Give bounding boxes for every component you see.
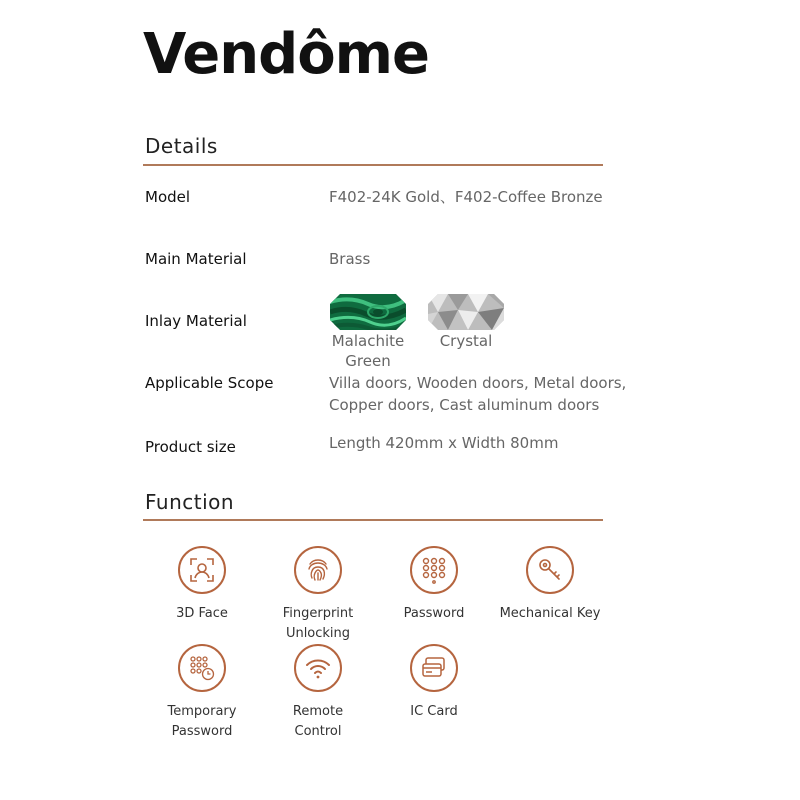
fingerprint-icon [294, 546, 342, 594]
function-remote-control-label [258, 702, 378, 742]
malachite-swatch [330, 294, 406, 330]
function-fingerprint-line2: Unlocking [285, 626, 351, 641]
value-applicable-scope [329, 372, 626, 416]
inlay-malachite-line1: Malachite [331, 332, 405, 350]
label-main-material: Main Material [145, 250, 247, 268]
function-fingerprint-label [258, 604, 378, 644]
function-divider [143, 519, 603, 521]
function-fingerprint-line1: Fingerprint [282, 606, 354, 621]
ic-card-icon [410, 644, 458, 692]
function-fingerprint [258, 546, 378, 644]
value-applicable-scope-line1: Villa doors, Wooden doors, Metal doors, [329, 374, 627, 392]
function-password [374, 546, 494, 624]
value-applicable-scope-line2: Copper doors, Cast aluminum doors [329, 396, 600, 414]
details-heading: Details [145, 134, 218, 158]
function-remote-control [258, 644, 378, 742]
label-inlay-material: Inlay Material [145, 312, 247, 330]
inlay-malachite-line2: Green [345, 352, 391, 370]
function-temporary-password-label [142, 702, 262, 742]
wifi-icon [294, 644, 342, 692]
value-product-size: Length 420mm x Width 80mm [329, 434, 559, 452]
function-temporary-password-line2: Password [171, 724, 233, 739]
inlay-malachite-caption [320, 331, 416, 371]
temporary-password-icon [178, 644, 226, 692]
function-mechanical-key [490, 546, 610, 624]
function-password-label: Password [403, 606, 465, 621]
label-model: Model [145, 188, 191, 206]
value-model: F402-24K Gold、F402-Coffee Bronze [329, 188, 603, 206]
label-applicable-scope: Applicable Scope [145, 374, 274, 392]
inlay-crystal-line1: Crystal [439, 332, 493, 350]
function-ic-card-label: IC Card [410, 704, 458, 719]
inlay-crystal-caption [418, 331, 514, 351]
details-divider [143, 164, 603, 166]
function-remote-control-line2: Control [294, 724, 342, 739]
label-product-size: Product size [145, 438, 236, 456]
function-temporary-password [142, 644, 262, 742]
keypad-icon [410, 546, 458, 594]
function-mechanical-key-label: Mechanical Key [499, 606, 601, 621]
function-temporary-password-line1: Temporary [167, 704, 237, 719]
function-remote-control-line1: Remote [292, 704, 344, 719]
face-scan-icon [178, 546, 226, 594]
function-3d-face [142, 546, 262, 624]
product-title: Vendôme [143, 22, 430, 87]
key-icon [526, 546, 574, 594]
function-ic-card [374, 644, 494, 722]
value-main-material: Brass [329, 250, 371, 268]
function-heading: Function [145, 490, 235, 514]
crystal-swatch [428, 294, 504, 330]
function-3d-face-label: 3D Face [176, 606, 228, 621]
